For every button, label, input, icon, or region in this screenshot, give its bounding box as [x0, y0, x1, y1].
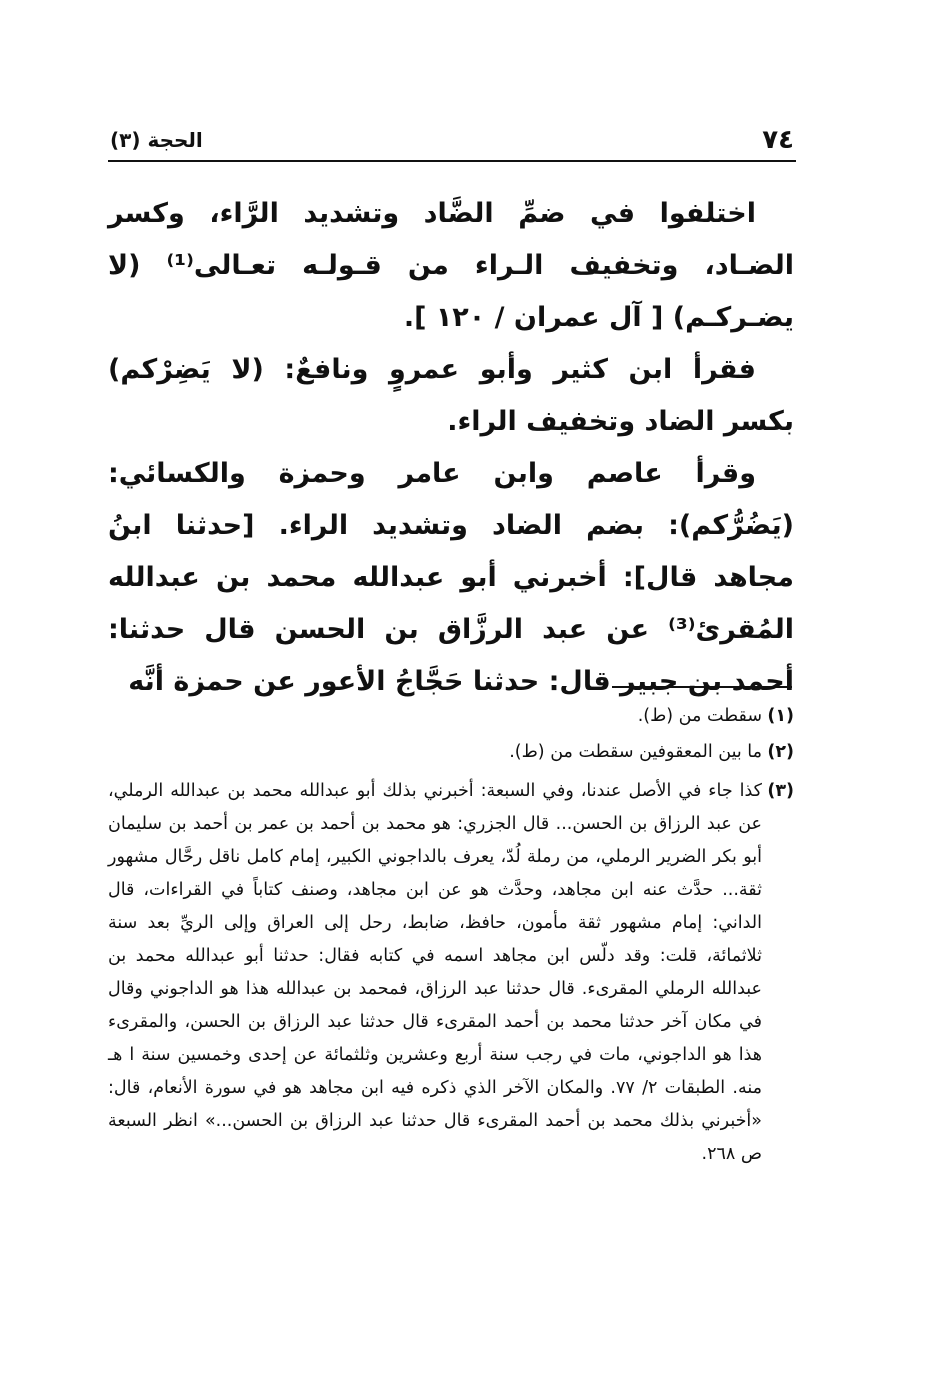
- page-header: [110, 122, 794, 158]
- footnote-marker: (٣): [767, 781, 794, 801]
- paragraph: وقرأ عاصم وابن عامر وحمزة والكسائي: (يَضُرُّكم): بضم الضاد وتشديد الراء. [حدثنا ابنُ مجاهد قال]: أخبرني أبو عبدالله محمد بن عبدالله المُقرئ⁽³⁾ عن عبد الرزَّاق بن الحسن قال حدثنا: أحمد بن جبير قال: حدثنا حَجَّاجُ الأعور عن حمزة أنَّه: [108, 458, 794, 697]
- footnote-text: سقطت من (ط).: [637, 706, 762, 726]
- footnote: [108, 775, 794, 1171]
- header-divider: [108, 160, 796, 162]
- page-number: ٧٤: [762, 125, 794, 155]
- footnote-marker: (٢): [767, 742, 794, 762]
- footnotes: [108, 700, 794, 1174]
- paragraph: اختلفوا في ضمِّ الضَّاد وتشديد الرَّاء، وكسر الضـاد، وتخفيف الـراء من قـولـه تعـالى⁽¹⁾ (لا يضـركـم) [ آل عمران / ١٢٠ ].: [108, 198, 794, 333]
- footnote-divider: [612, 686, 792, 688]
- footnote-text: كذا جاء في الأصل عندنا، وفي السبعة: أخبرني بذلك أبو عبدالله محمد بن عبدالله الرملي، عن عبد الرزاق بن الحسن... قال الجزري: هو محمد بن أحمد بن عمر بن أحمد بن سليمان أبو بكر الضرير الرملي، من رملة لُدّ، يعرف بالداجوني الكبير، إمام كامل ناقل رحَّال مشهور ثقة... حدَّث عنه ابن مجاهد، وحدَّث هو عن ابن مجاهد، وصنف كتاباً في القراءات، قال الداني: إمام مشهور ثقة مأمون، حافظ، ضابط، رحل إلى العراق وإلى الريِّ بعد سنة ثلاثمائة، قلت: وقد دلّس ابن مجاهد اسمه في كتابه فقال: حدثنا أبو عبدالله محمد بن عبدالله الرملي المقرىء. قال حدثنا عبد الرزاق، فمحمد بن عبدالله هذا هو الداجوني وقال في مكان آخر حدثنا محمد بن أحمد المقرىء قال حدثنا عبد الرزاق بن الحسن، والمقرىء هذا هو الداجوني، مات في رجب سنة أربع وعشرين وثلثمائة عن إحدى وخمسين سنة ا هـ منه. الطبقات ٢/ ٧٧. والمكان الآخر الذي ذكره فيه ابن مجاهد هو في سورة الأنعام، قال: «أخبرني بذلك محمد بن أحمد المقرىء قال حدثنا عبد الرزاق بن الحسن...» انظر السبعة ص ٢٦٨.: [108, 781, 763, 1164]
- running-title: الحجة (٣): [110, 128, 203, 152]
- footnote: [108, 736, 794, 769]
- footnote: [108, 700, 794, 733]
- footnote-text: ما بين المعقوفين سقطت من (ط).: [509, 742, 762, 762]
- main-text: [108, 188, 794, 708]
- paragraph: فقرأ ابن كثير وأبو عمروٍ ونافعٌ: (لا يَضِرْكم) بكسر الضاد وتخفيف الراء.: [108, 354, 794, 437]
- footnote-marker: (١): [767, 706, 794, 726]
